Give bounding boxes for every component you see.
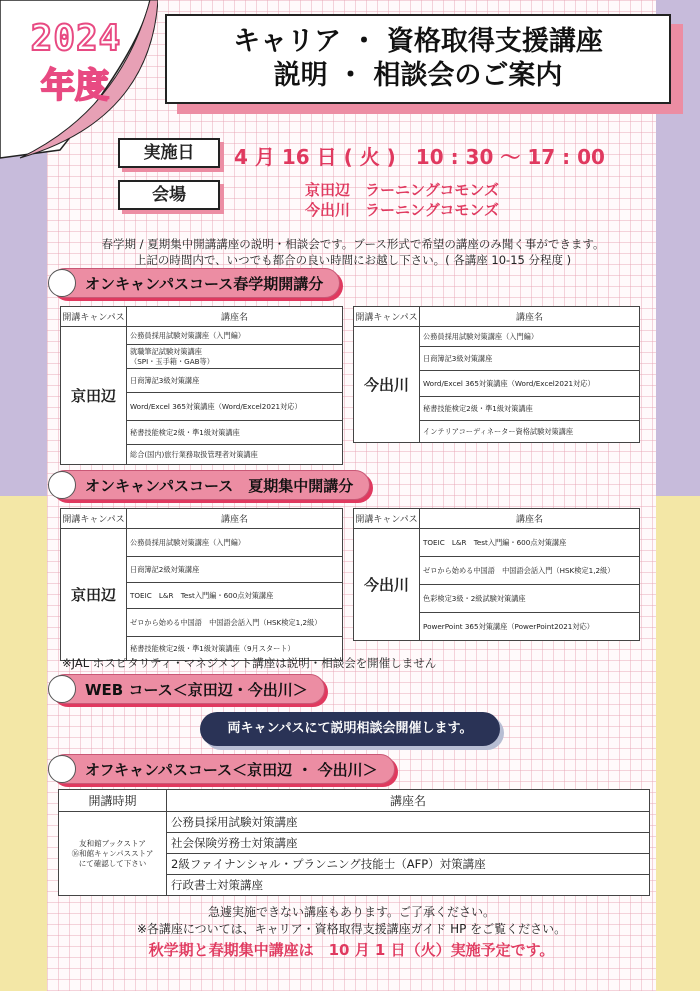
section-web bbox=[50, 674, 325, 704]
course-cell: 公務員採用試験対策講座 bbox=[167, 812, 650, 833]
venue-label: 会場 bbox=[118, 180, 220, 210]
course-cell: Word/Excel 365対策講座（Word/Excel2021対応） bbox=[127, 393, 343, 421]
course-cell: 秘書技能検定2級・準1級対策講座（9月スタート） bbox=[127, 637, 343, 661]
course-header: 講座名 bbox=[420, 509, 640, 529]
section-off-campus bbox=[50, 754, 395, 784]
course-cell: ゼロから始める中国語 中国語会話入門（HSK検定1,2級） bbox=[420, 557, 640, 585]
section-summer bbox=[50, 470, 370, 500]
campus-cell: 京田辺 bbox=[61, 327, 127, 465]
circle-icon bbox=[48, 675, 76, 703]
course-cell: 社会保険労務士対策講座 bbox=[167, 833, 650, 854]
jal-note: ※JAL ホスピタリティ・マネジメント講座は説明・相談会を開催しません bbox=[62, 656, 437, 670]
note-line: にて確認して下さい bbox=[78, 858, 147, 868]
campus-header: 開講キャンパス bbox=[61, 509, 127, 529]
course-cell: PowerPoint 365対策講座（PowerPoint2021対応） bbox=[420, 613, 640, 641]
course-cell bbox=[127, 345, 343, 369]
course-cell: 総合(国内)旅行業務取扱管理者対策講座 bbox=[127, 445, 343, 465]
campus-cell: 京田辺 bbox=[61, 529, 127, 661]
venue-value bbox=[305, 180, 499, 220]
title-line-1: キャリア ・ 資格取得支援講座 bbox=[233, 26, 603, 57]
intro-line-1: 春学期 / 夏期集中開講講座の説明・相談会です。ブース形式で希望の講座のみ聞く事ができます。 bbox=[101, 237, 605, 251]
course-header: 講座名 bbox=[127, 307, 343, 327]
course-text: 就職筆記試験対策講座 bbox=[130, 346, 202, 356]
spring-imadegawa-table bbox=[353, 306, 640, 443]
campus-header: 開講キャンパス bbox=[354, 509, 420, 529]
year-number: 2024 bbox=[30, 18, 122, 59]
campus-header: 開講キャンパス bbox=[61, 307, 127, 327]
title-box bbox=[165, 14, 671, 104]
summer-imadegawa-table bbox=[353, 508, 640, 641]
course-cell: 公務員採用試験対策講座（入門編） bbox=[127, 327, 343, 345]
section-heading: オフキャンパスコース＜京田辺 ・ 今出川＞ bbox=[50, 754, 395, 784]
course-cell: 公務員採用試験対策講座（入門編） bbox=[420, 327, 640, 347]
course-cell: ゼロから始める中国語 中国語会話入門（HSK検定1,2級） bbox=[127, 609, 343, 637]
venue-line-imadegawa: 今出川 ラーニングコモンズ bbox=[305, 201, 499, 219]
course-cell: 日商簿記3級対策講座 bbox=[420, 347, 640, 371]
course-cell: 公務員採用試験対策講座（入門編） bbox=[127, 529, 343, 557]
venue-line-kyotanabe: 京田辺 ラーニングコモンズ bbox=[305, 181, 499, 199]
footer-announcement: 秋学期と春期集中講座は 10 月 1 日（火）実施予定です。 bbox=[148, 941, 555, 959]
course-cell: 秘書技能検定2級・準1級対策講座 bbox=[420, 397, 640, 421]
course-cell: 日商簿記2級対策講座 bbox=[127, 557, 343, 583]
web-banner: 両キャンパスにて説明相談会開催します。 bbox=[200, 712, 500, 746]
circle-icon bbox=[48, 755, 76, 783]
course-text: （SPI・玉手箱・GAB等） bbox=[130, 356, 214, 366]
footer-note-2: ※各講座については、キャリア・資格取得支援講座ガイド HP をご覧ください。 bbox=[136, 922, 567, 936]
course-cell: TOEIC L&R Test入門編・600点対策講座 bbox=[420, 529, 640, 557]
course-header: 講座名 bbox=[167, 790, 650, 812]
period-note bbox=[59, 812, 167, 896]
section-heading: オンキャンパスコース春学期開講分 bbox=[50, 268, 340, 298]
date-value: 4 月 16 日 ( 火 ) 10 : 30 ～ 17 : 00 bbox=[234, 145, 605, 169]
title-line-2: 説明 ・ 相談会のご案内 bbox=[273, 60, 563, 91]
course-cell: 色彩検定3級・2級試験対策講座 bbox=[420, 585, 640, 613]
note-line: ⑯和館キャンパスストア bbox=[71, 848, 154, 858]
section-heading: オンキャンパスコース 夏期集中開講分 bbox=[50, 470, 370, 500]
footer-note-1: 急遽実施できない講座もあります。ご了承ください。 bbox=[207, 905, 496, 919]
course-cell: 行政書士対策講座 bbox=[167, 875, 650, 896]
circle-icon bbox=[48, 269, 76, 297]
course-cell: 2級ファイナンシャル・プランニング技能士（AFP）対策講座 bbox=[167, 854, 650, 875]
course-header: 講座名 bbox=[420, 307, 640, 327]
intro-line-2: 上記の時間内で、いつでも都合の良い時間にお越し下さい。( 各講座 10-15 分程度 ) bbox=[134, 253, 572, 267]
course-cell: 日商簿記3級対策講座 bbox=[127, 369, 343, 393]
period-header: 開講時期 bbox=[59, 790, 167, 812]
course-cell: インテリアコーディネーター資格試験対策講座 bbox=[420, 421, 640, 443]
off-campus-table bbox=[58, 789, 650, 896]
campus-cell: 今出川 bbox=[354, 327, 420, 443]
course-header: 講座名 bbox=[127, 509, 343, 529]
campus-header: 開講キャンパス bbox=[354, 307, 420, 327]
course-cell: Word/Excel 365対策講座（Word/Excel2021対応） bbox=[420, 371, 640, 397]
date-label: 実施日 bbox=[118, 138, 220, 168]
note-line: 友和館ブックストア bbox=[79, 838, 146, 848]
course-cell: 秘書技能検定2級・準1級対策講座 bbox=[127, 421, 343, 445]
circle-icon bbox=[48, 471, 76, 499]
course-cell: TOEIC L&R Test入門編・600点対策講座 bbox=[127, 583, 343, 609]
section-spring bbox=[50, 268, 340, 298]
spring-kyotanabe-table bbox=[60, 306, 343, 465]
campus-cell: 今出川 bbox=[354, 529, 420, 641]
intro-text bbox=[58, 236, 648, 268]
year-label: 年度 bbox=[41, 66, 109, 106]
section-heading: WEB コース＜京田辺・今出川＞ bbox=[50, 674, 325, 704]
year-badge bbox=[0, 0, 158, 160]
summer-kyotanabe-table bbox=[60, 508, 343, 661]
